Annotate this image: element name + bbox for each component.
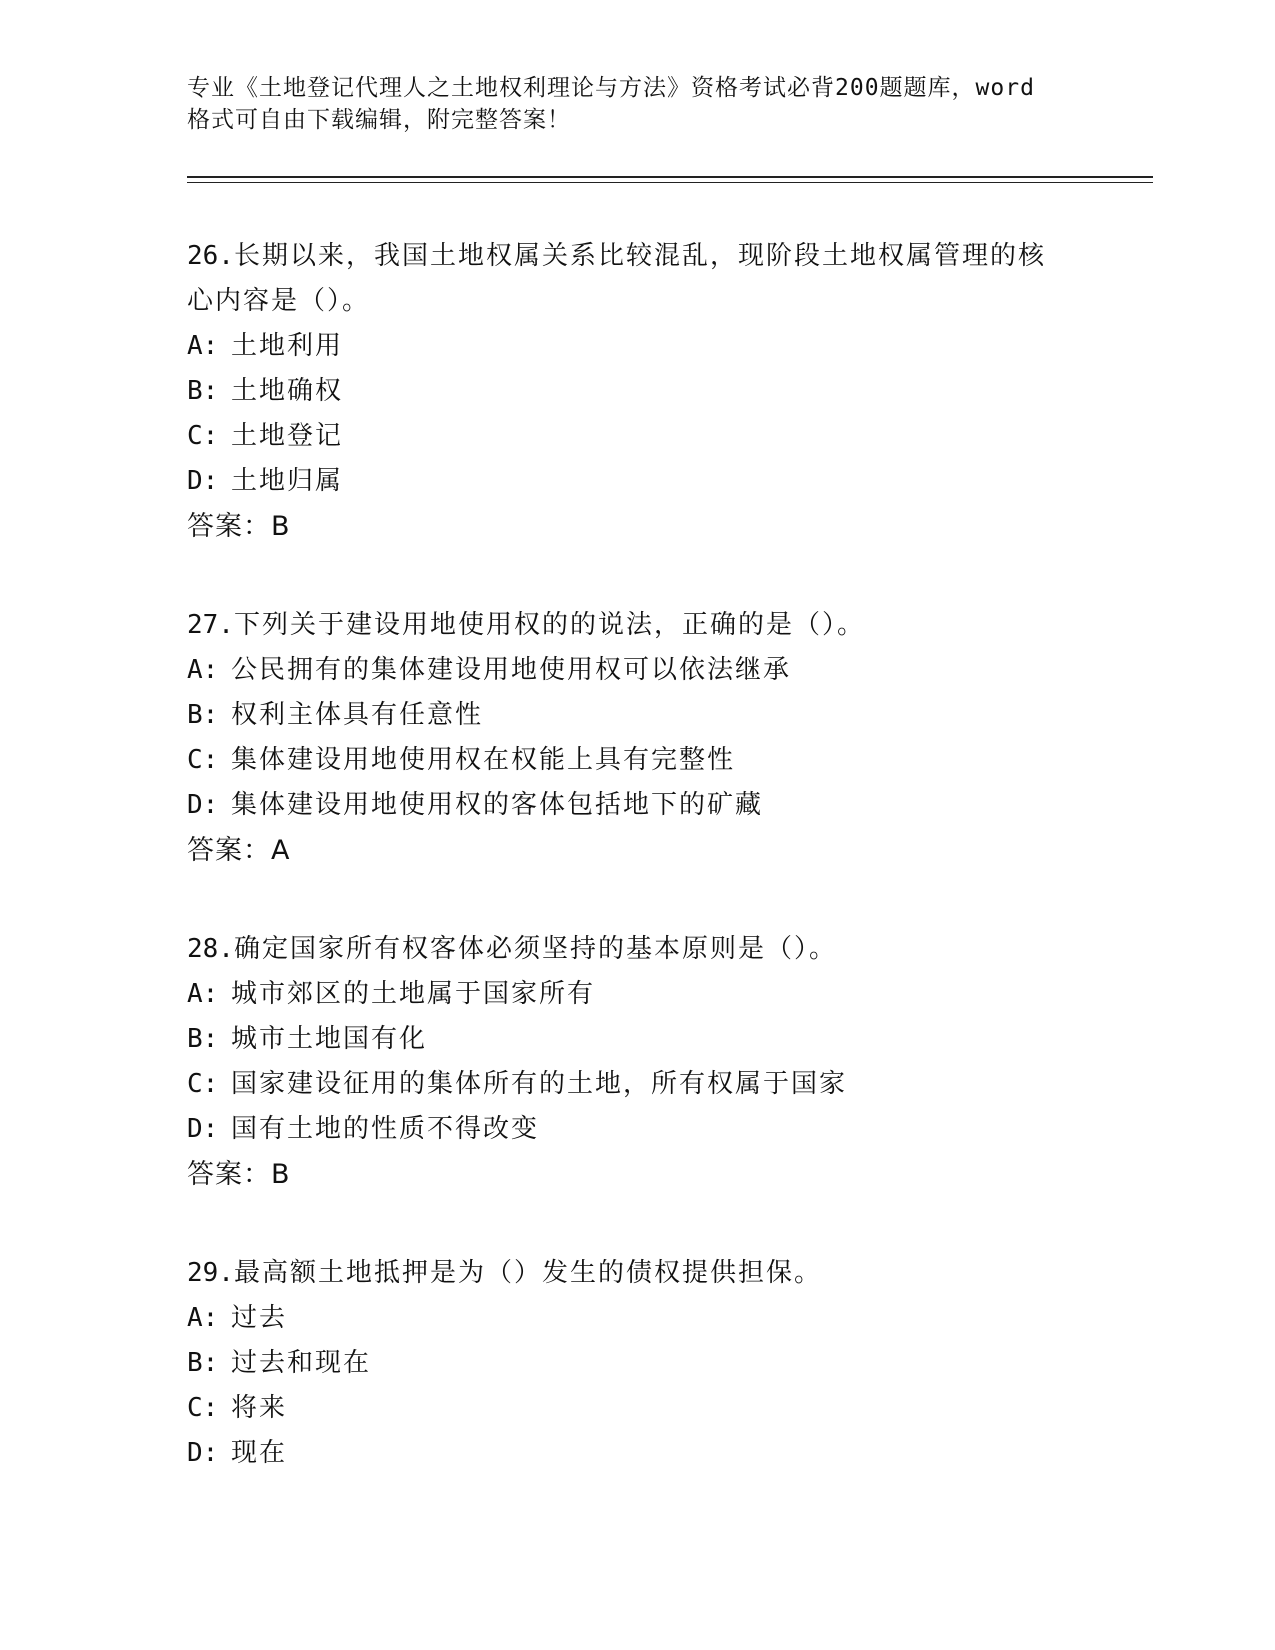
question-stem-text: 下列关于建设用地使用权的的说法，正确的是（）。 <box>233 610 865 640</box>
option-letter: D: <box>187 466 219 496</box>
option-b <box>187 1341 1087 1386</box>
option-a <box>187 648 1087 693</box>
question-list <box>187 234 1087 1530</box>
answer-line: 答案：B <box>187 1159 291 1190</box>
option-letter: A: <box>187 1303 219 1333</box>
option-text: 集体建设用地使用权在权能上具有完整性 <box>231 745 736 775</box>
option-c <box>187 1062 1087 1107</box>
option-text: 国家建设征用的集体所有的土地，所有权属于国家 <box>231 1069 848 1099</box>
option-a <box>187 1296 1087 1341</box>
option-b <box>187 693 1087 738</box>
question-stem-text: 最高额土地抵押是为（）发生的债权提供担保。 <box>233 1258 822 1288</box>
option-text: 土地利用 <box>231 331 344 361</box>
question-stem-text: 确定国家所有权客体必须坚持的基本原则是（）。 <box>233 934 837 964</box>
option-letter: D: <box>187 1114 219 1144</box>
option-letter: D: <box>187 1438 219 1468</box>
option-b <box>187 369 1087 414</box>
question-stem <box>187 234 1087 279</box>
option-letter: B: <box>187 376 219 406</box>
option-letter: A: <box>187 655 219 685</box>
question-stem <box>187 603 1087 648</box>
question-27 <box>187 603 1087 873</box>
option-text: 土地登记 <box>231 421 344 451</box>
option-letter: C: <box>187 745 219 775</box>
option-letter: B: <box>187 1024 219 1054</box>
question-28 <box>187 927 1087 1197</box>
option-letter: D: <box>187 790 219 820</box>
option-letter: C: <box>187 1069 219 1099</box>
option-text: 公民拥有的集体建设用地使用权可以依法继承 <box>231 655 792 685</box>
option-letter: C: <box>187 421 219 451</box>
option-a <box>187 324 1087 369</box>
question-number: 27. <box>187 610 234 640</box>
option-text: 城市郊区的土地属于国家所有 <box>231 979 596 1009</box>
option-c <box>187 414 1087 459</box>
option-text: 土地确权 <box>231 376 344 406</box>
option-text: 城市土地国有化 <box>231 1024 428 1054</box>
question-number: 29. <box>187 1258 234 1288</box>
answer-line: 答案：A <box>187 835 291 866</box>
question-stem <box>187 927 1087 972</box>
option-b <box>187 1017 1087 1062</box>
option-d <box>187 1431 1087 1476</box>
option-letter: A: <box>187 979 219 1009</box>
option-letter: B: <box>187 1348 219 1378</box>
option-c <box>187 1386 1087 1431</box>
document-header <box>187 72 1067 136</box>
answer-line: 答案：B <box>187 511 291 542</box>
option-text: 国有土地的性质不得改变 <box>231 1114 540 1144</box>
question-stem-text: 长期以来，我国土地权属关系比较混乱，现阶段土地权属管理的核 <box>233 241 1046 271</box>
question-number: 26. <box>187 241 234 271</box>
option-text: 将来 <box>231 1393 288 1423</box>
question-29 <box>187 1251 1087 1476</box>
option-c <box>187 738 1087 783</box>
question-number: 28. <box>187 934 234 964</box>
option-text: 土地归属 <box>231 466 344 496</box>
option-letter: C: <box>187 1393 219 1423</box>
option-text: 集体建设用地使用权的客体包括地下的矿藏 <box>231 790 764 820</box>
option-d <box>187 1107 1087 1152</box>
question-stem <box>187 1251 1087 1296</box>
option-text: 过去 <box>231 1303 288 1333</box>
option-d <box>187 459 1087 504</box>
header-line-1: 专业《土地登记代理人之土地权利理论与方法》资格考试必背200题题库，word <box>187 75 1035 101</box>
option-letter: B: <box>187 700 219 730</box>
header-divider-thick <box>187 176 1153 178</box>
option-a <box>187 972 1087 1017</box>
option-letter: A: <box>187 331 219 361</box>
option-text: 现在 <box>231 1438 288 1468</box>
option-text: 过去和现在 <box>231 1348 372 1378</box>
header-line-2: 格式可自由下载编辑，附完整答案！ <box>187 107 571 133</box>
option-d <box>187 783 1087 828</box>
question-stem-continuation: 心内容是（）。 <box>187 286 371 316</box>
header-divider-thin <box>187 182 1153 183</box>
option-text: 权利主体具有任意性 <box>231 700 484 730</box>
question-26 <box>187 234 1087 549</box>
